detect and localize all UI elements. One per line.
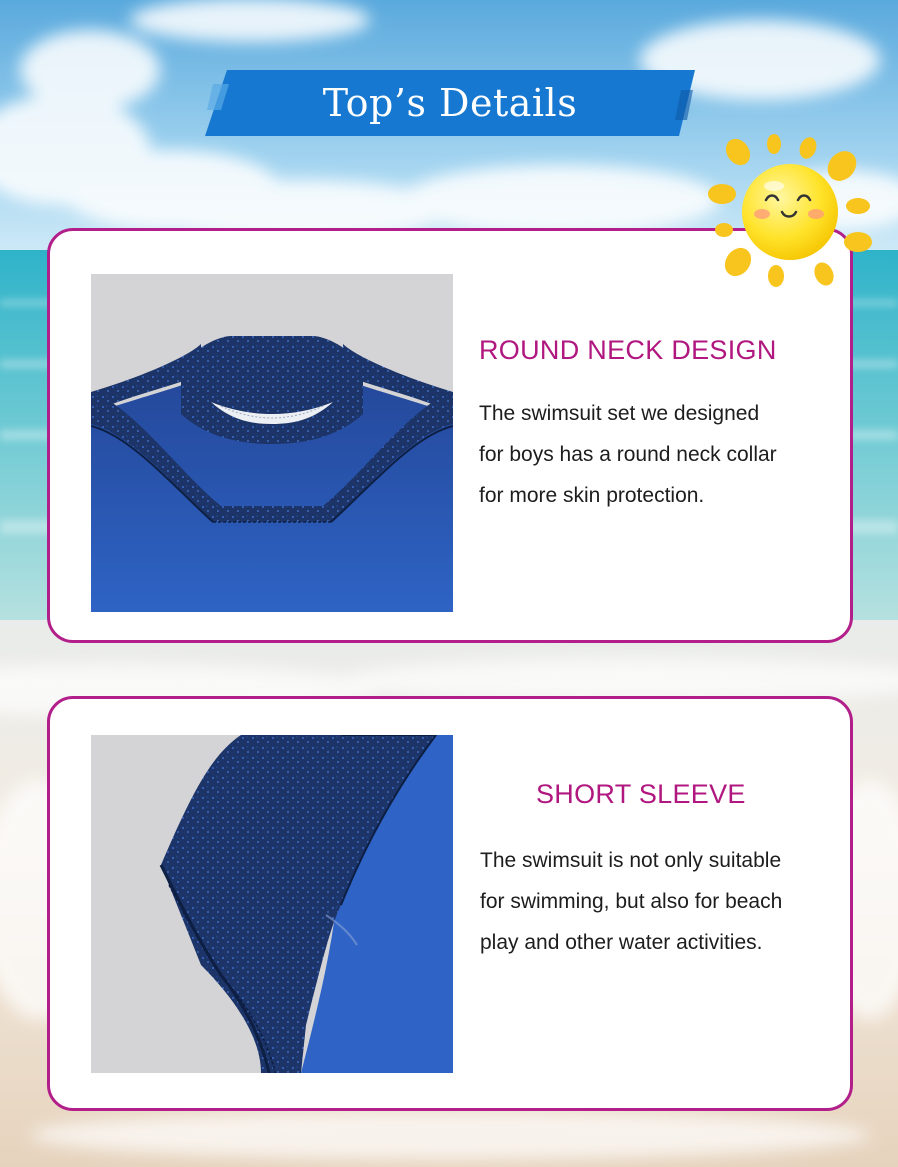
feature-heading: ROUND NECK DESIGN	[479, 335, 777, 365]
short-sleeve-photo	[91, 735, 453, 1073]
description-line: The swimsuit set we designed	[479, 402, 760, 425]
title-banner	[205, 70, 695, 136]
description-line: for more skin protection.	[479, 484, 705, 507]
description-line: The swimsuit is not only suitable	[480, 849, 782, 872]
feature-description	[479, 393, 839, 516]
feature-description	[480, 840, 840, 963]
feature-card-short-sleeve	[47, 696, 853, 1111]
description-line: play and other water activities.	[480, 931, 763, 954]
feature-heading: SHORT SLEEVE	[536, 779, 746, 809]
description-line: for swimming, but also for beach	[480, 890, 783, 913]
description-line: for boys has a round neck collar	[479, 443, 777, 466]
smiling-sun-icon	[704, 134, 876, 290]
round-neck-collar-photo	[91, 274, 453, 612]
banner-title: Top’s Details	[322, 81, 578, 125]
feature-card-round-neck	[47, 228, 853, 643]
